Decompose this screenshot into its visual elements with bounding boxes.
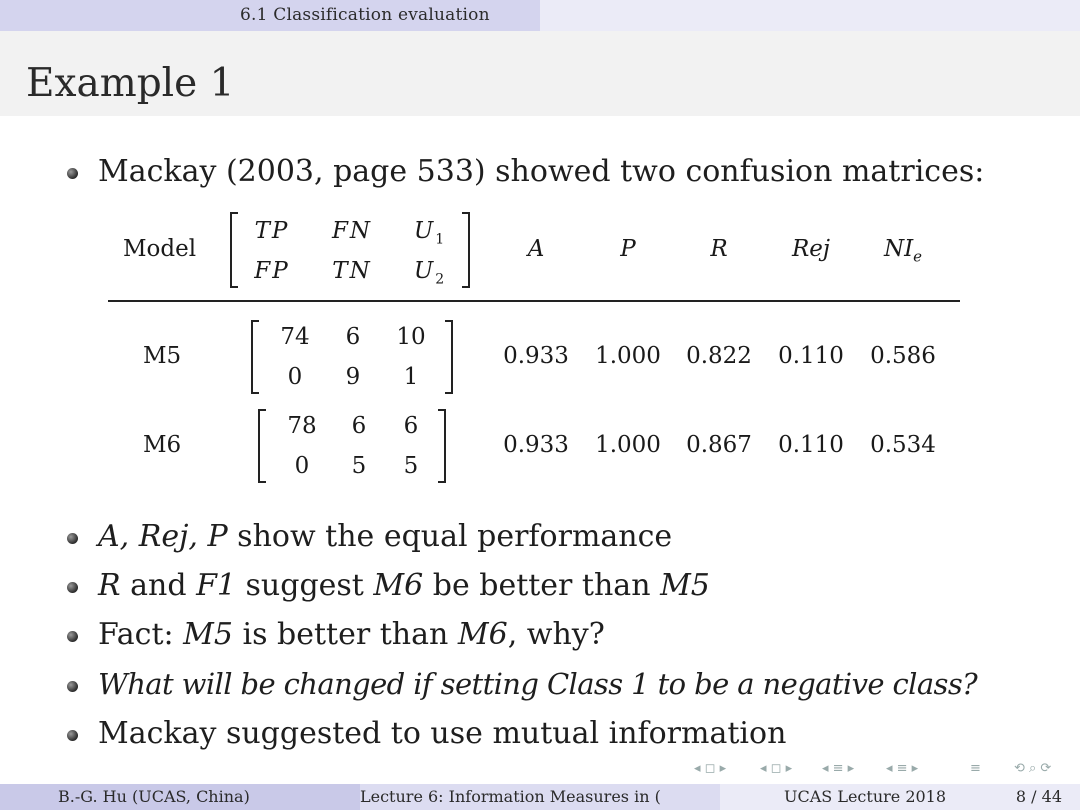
bullet-icon [67, 582, 78, 593]
bullet-negative-class: What will be changed if setting Class 1 to be a negative class? [98, 667, 978, 701]
math-r: R [98, 568, 121, 603]
section-title[interactable]: 6.1 Classification evaluation [0, 0, 540, 31]
confusion-table [108, 200, 960, 500]
nav-search-icon[interactable]: ⟲ ⌕ ⟳ [1014, 761, 1052, 776]
m5-ni: 0.586 [870, 343, 936, 369]
matrix-cell: 74 [280, 324, 310, 350]
right-bracket [445, 320, 453, 394]
bullet-text: suggest [235, 568, 374, 603]
section-header-bar [0, 0, 1080, 31]
u-label: U [413, 218, 436, 244]
bullet-r-f1 [98, 568, 710, 603]
u-sub: 1 [435, 231, 447, 248]
matrix-cell: 0 [294, 453, 310, 479]
bullet-text: show the equal performance [227, 519, 673, 554]
matrix-cell: 6 [403, 413, 419, 439]
right-bracket [462, 212, 470, 288]
bullet-mutual-info: Mackay suggested to use mutual information [98, 716, 787, 751]
m6-p: 1.000 [595, 432, 661, 458]
bullet-icon [67, 168, 78, 179]
math-m5: M5 [660, 568, 710, 603]
model-header: Model [123, 236, 197, 262]
header-cell: FP [254, 258, 290, 284]
matrix-cell: 6 [345, 324, 361, 350]
bullet-icon [67, 533, 78, 544]
math-a-rej-p: A, Rej, P [98, 519, 228, 554]
bullet-equal-performance [98, 519, 672, 554]
nav-section-icon[interactable]: ◂ ≡ ▸ [822, 761, 855, 776]
footer-bar [0, 784, 1080, 810]
m5-matrix [251, 320, 453, 394]
m5-rej: 0.110 [778, 343, 844, 369]
slide-title: Example 1 [26, 61, 235, 106]
col-header-a: A [527, 236, 545, 262]
col-header-p: P [620, 236, 636, 262]
matrix-cell: 5 [351, 453, 367, 479]
bullet-fact [98, 617, 605, 652]
m5-p: 1.000 [595, 343, 661, 369]
intro-bullet-text: Mackay (2003, page 533) showed two confusion matrices: [98, 154, 985, 189]
footer-lecture-text: Lecture 6: Information Measures in ( [360, 787, 661, 806]
bullet-icon [67, 730, 78, 741]
left-bracket [230, 212, 238, 288]
math-m5: M5 [183, 617, 233, 652]
matrix-cell: 6 [351, 413, 367, 439]
row-label-m5: M5 [143, 343, 182, 369]
matrix-cell: 1 [403, 364, 419, 390]
footer-lecture [360, 784, 720, 810]
header-cell [400, 258, 460, 288]
header-cell: TP [254, 218, 290, 244]
m6-matrix [258, 409, 446, 483]
header-cell: FN [331, 218, 373, 244]
title-band [0, 31, 1080, 116]
footer-page-number: 8 / 44 [1015, 787, 1062, 806]
ni-sub: e [913, 247, 923, 266]
left-bracket [251, 320, 259, 394]
matrix-cell: 0 [287, 364, 303, 390]
m6-a: 0.933 [503, 432, 569, 458]
matrix-cell: 78 [287, 413, 317, 439]
ni-label: NI [883, 236, 914, 262]
col-header-rej: Rej [791, 236, 831, 262]
bullet-text: Fact: [98, 617, 184, 652]
math-m6: M6 [457, 617, 508, 652]
matrix-cell: 9 [345, 364, 361, 390]
bullet-icon [67, 631, 78, 642]
header-matrix [230, 212, 470, 288]
bullet-text: , why? [507, 617, 605, 652]
m6-r: 0.867 [686, 432, 752, 458]
col-header-ni [863, 236, 943, 266]
m5-r: 0.822 [686, 343, 752, 369]
m5-a: 0.933 [503, 343, 569, 369]
bullet-text: be better than [423, 568, 661, 603]
u-label: U [413, 258, 436, 284]
u-sub: 2 [435, 271, 447, 288]
header-cell [400, 218, 460, 248]
bullet-text: and [120, 568, 197, 603]
nav-doc-icon[interactable]: ◂ ≡ ▸ [886, 761, 919, 776]
m6-rej: 0.110 [778, 432, 844, 458]
nav-toc-icon[interactable]: ≡ [970, 761, 981, 776]
left-bracket [258, 409, 266, 483]
footer-venue [720, 784, 1080, 810]
row-label-m6: M6 [143, 432, 182, 458]
footer-author: B.-G. Hu (UCAS, China) [0, 784, 360, 810]
bullet-icon [67, 681, 78, 692]
header-cell: TN [332, 258, 372, 284]
table-rule [108, 300, 960, 302]
math-f1: F1 [196, 568, 236, 603]
nav-frame-icon[interactable]: ◂ ◻ ▸ [694, 761, 727, 776]
col-header-r: R [710, 236, 728, 262]
right-bracket [438, 409, 446, 483]
matrix-cell: 10 [396, 324, 426, 350]
m6-ni: 0.534 [870, 432, 936, 458]
footer-venue-text: UCAS Lecture 2018 [784, 787, 947, 806]
bullet-text: is better than [232, 617, 458, 652]
matrix-cell: 5 [403, 453, 419, 479]
math-m6: M6 [373, 568, 424, 603]
nav-subsection-icon[interactable]: ◂ ◻ ▸ [760, 761, 793, 776]
